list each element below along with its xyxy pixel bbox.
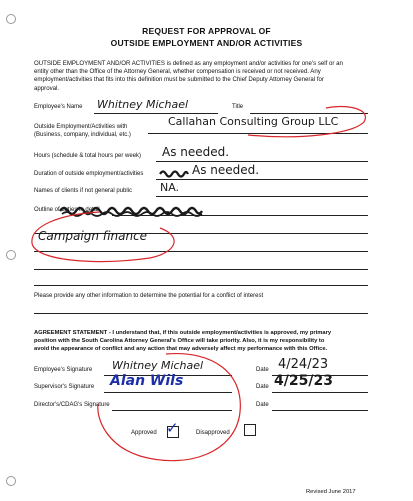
employee-date-value: 4/24/23 bbox=[278, 357, 329, 372]
outside-employment-sub: (Business, company, individual, etc.) bbox=[34, 132, 131, 138]
approved-check-mark: ✓ bbox=[166, 419, 179, 437]
hours-label: Hours (schedule & total hours per week) bbox=[34, 153, 142, 159]
agreement-line: avoid the appearance of conflict and any action that may adversely affect my performance with this Office. bbox=[34, 346, 328, 352]
employee-name-value: Whitney Michael bbox=[97, 98, 189, 111]
intro-line: OUTSIDE EMPLOYMENT AND/OR ACTIVITIES is defined as any employment and/or activities for one's self or an bbox=[34, 60, 343, 67]
director-date-label: Date bbox=[256, 402, 269, 408]
revision-note: Revised June 2017 bbox=[306, 489, 356, 495]
intro-line: approval. bbox=[34, 84, 60, 92]
duration-value: As needed. bbox=[192, 163, 260, 177]
employee-signature-value: Whitney Michael bbox=[112, 359, 204, 372]
duration-label: Duration of outside employment/activities bbox=[34, 171, 144, 177]
form-title-line1: REQUEST FOR APPROVAL OF bbox=[142, 26, 271, 36]
supervisor-signature-value: Alan Wils bbox=[110, 373, 184, 389]
agreement-line: AGREEMENT STATEMENT - I understand that, if this outside employment/activities is approved, my primary bbox=[34, 330, 332, 336]
form-title-line2: OUTSIDE EMPLOYMENT AND/OR ACTIVITIES bbox=[110, 38, 303, 48]
outside-employment-label: Outside Employment/Activities with bbox=[34, 124, 128, 130]
duties-label: Outline of duties in detail bbox=[34, 207, 100, 213]
intro-line: entity other than the Office of the Attorney General, whether compensation is received or not received. Any bbox=[34, 68, 321, 76]
clients-value: NA. bbox=[160, 181, 180, 194]
other-info-label: Please provide any other information to determine the potential for a conflict of interest bbox=[34, 293, 264, 299]
employee-signature-label: Employee's Signature bbox=[34, 367, 93, 373]
employee-date-label: Date bbox=[256, 367, 269, 373]
approved-label: Approved bbox=[131, 430, 157, 436]
disapproved-label: Disapproved bbox=[196, 430, 230, 436]
agreement-line: position with the South Carolina Attorney General's Office will take priority. Also, it is my responsibility to bbox=[34, 338, 325, 344]
title-label: Title bbox=[232, 104, 244, 110]
employee-name-label: Employee's Name bbox=[34, 104, 83, 110]
supervisor-date-label: Date bbox=[256, 384, 269, 390]
duties-value: Campaign finance bbox=[38, 229, 148, 243]
intro-line: employment/activities that fits into this definition must be submitted to the Chief Deputy Attorney General for bbox=[34, 76, 324, 84]
supervisor-signature-label: Supervisor's Signature bbox=[34, 384, 95, 390]
outside-employment-value: Callahan Consulting Group LLC bbox=[168, 115, 339, 128]
clients-label: Names of clients if not general public bbox=[34, 188, 133, 194]
hours-value: As needed. bbox=[162, 145, 230, 159]
director-signature-label: Director's/CDAG's Signature bbox=[34, 402, 110, 408]
supervisor-date-value: 4/25/23 bbox=[274, 373, 333, 389]
